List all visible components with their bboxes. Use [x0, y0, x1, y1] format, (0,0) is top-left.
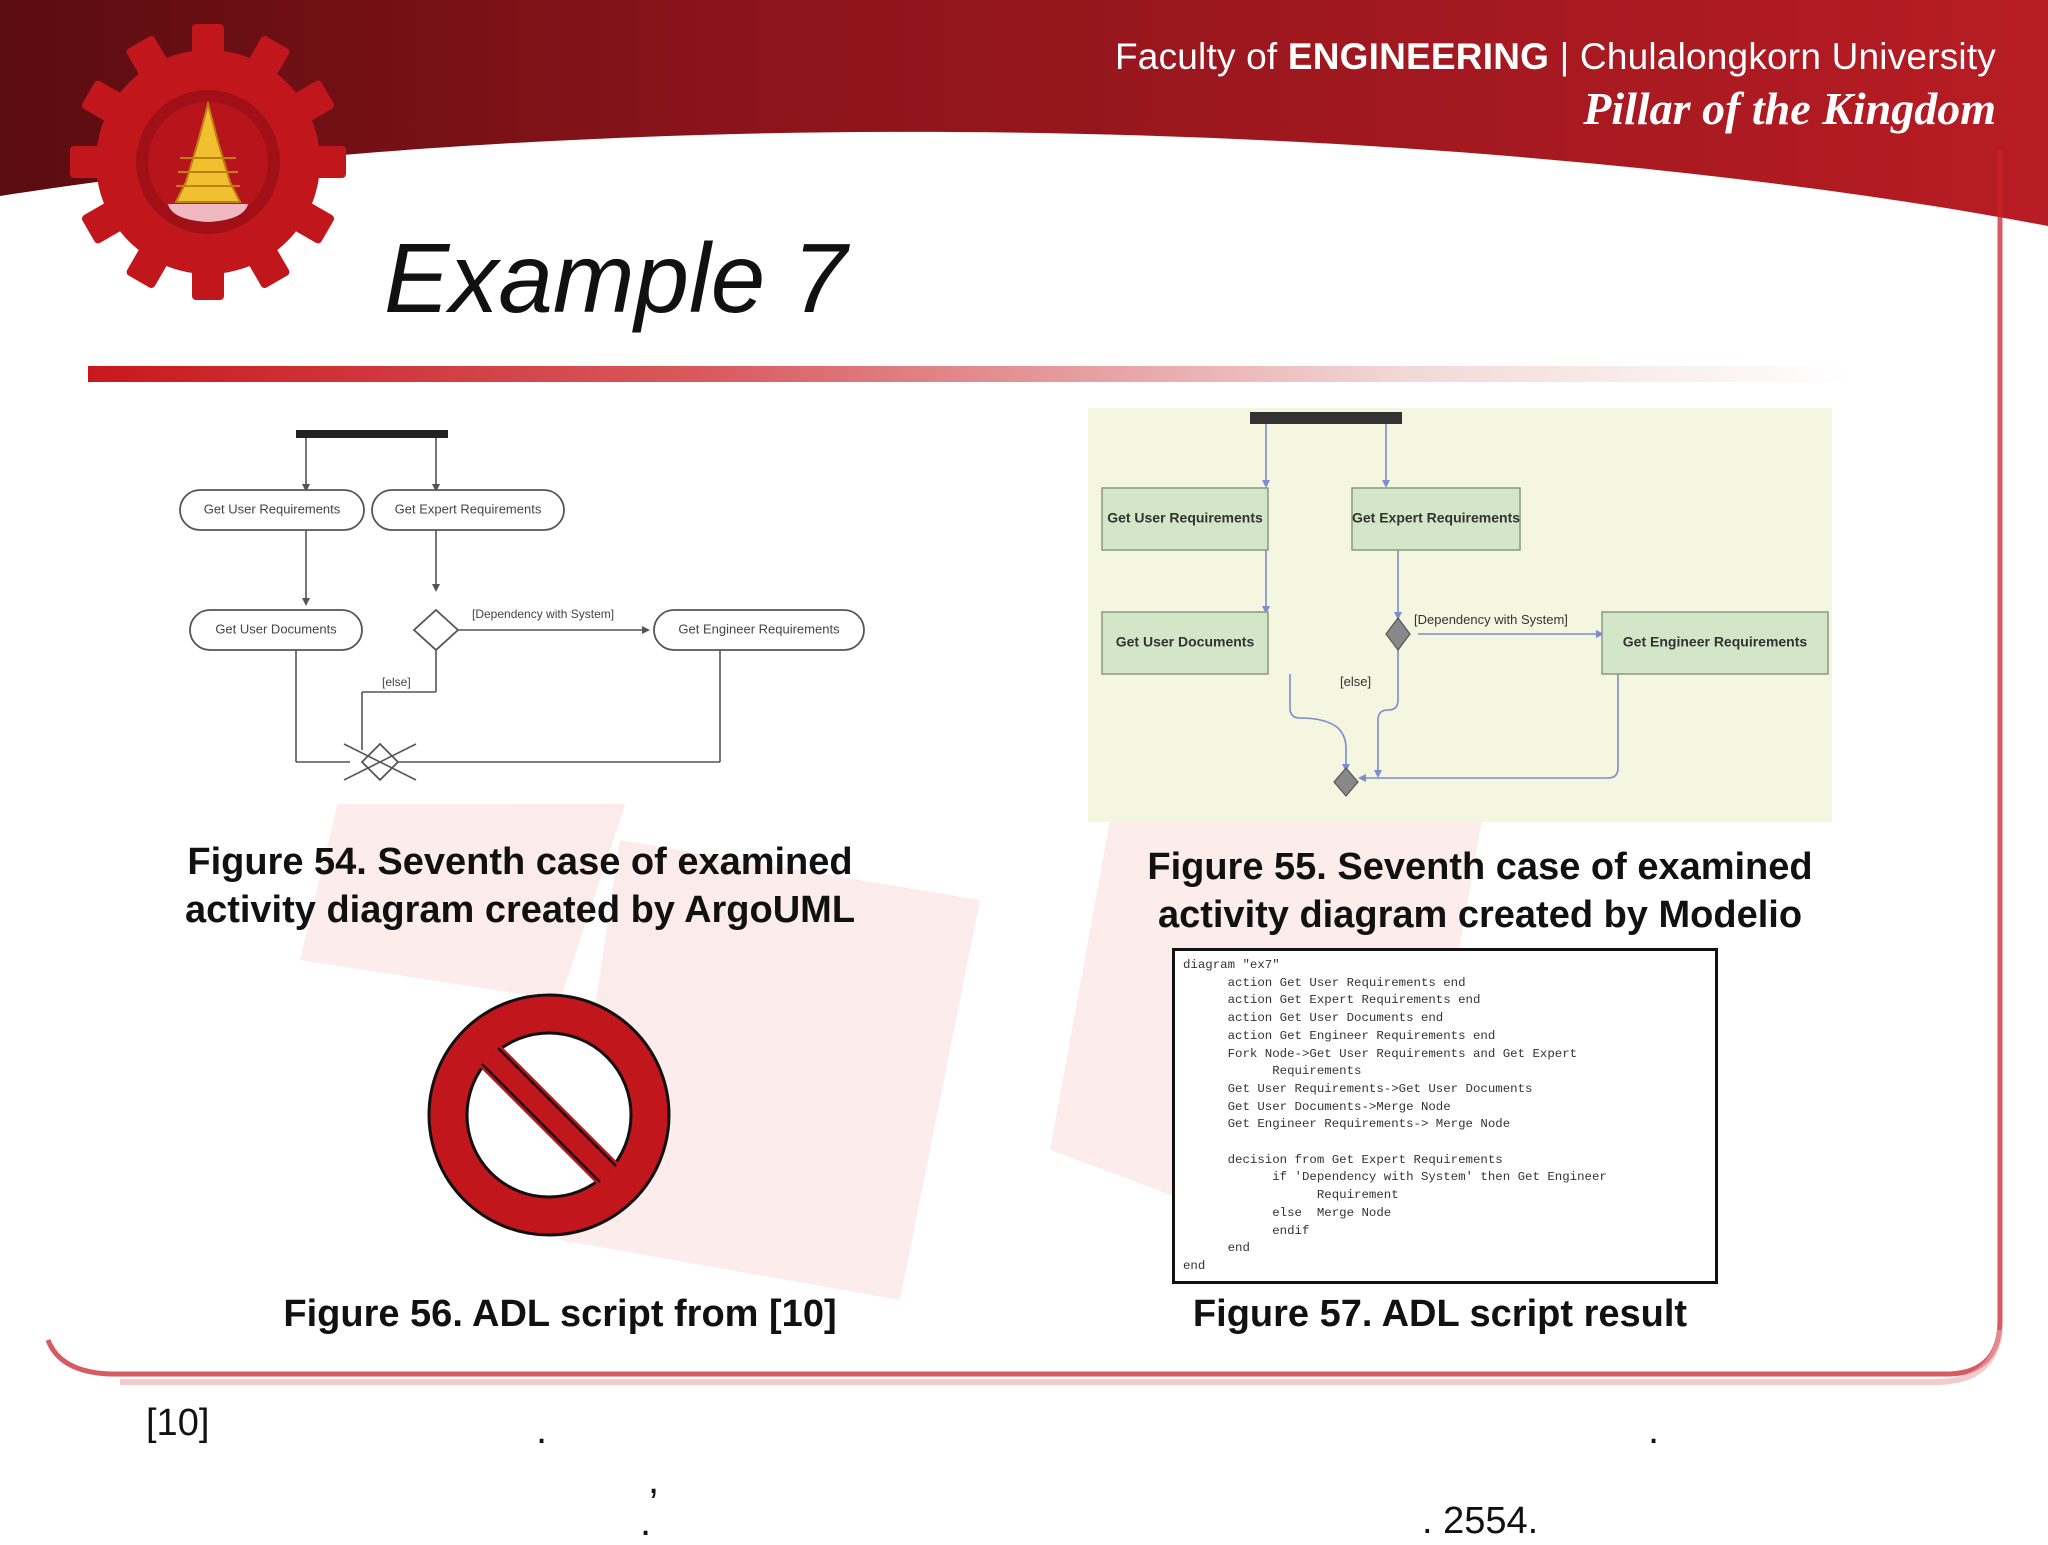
- figure-57-caption: Figure 57. ADL script result: [1192, 1293, 1688, 1335]
- argo-label-user-req: Get User Requirements: [203, 501, 341, 517]
- adl-script-line: decision from Get Expert Requirements: [1183, 1152, 1503, 1167]
- adl-script-line: action Get Expert Requirements end: [1183, 993, 1481, 1008]
- argo-guard-dependency: [Dependency with System]: [472, 607, 615, 621]
- faculty-prefix: Faculty of: [1115, 36, 1288, 77]
- figure-54-line1: Figure 54. Seventh case of examined: [187, 841, 853, 883]
- adl-script-line: action Get User Documents end: [1183, 1011, 1444, 1026]
- adl-script-line: Requirements: [1183, 1064, 1362, 1079]
- adl-script-text: [1175, 951, 1715, 1282]
- modelio-diagram: [1088, 408, 1832, 822]
- reference-year: . 2554.: [1422, 1500, 1539, 1542]
- argo-label-engineer-req: Get Engineer Requirements: [678, 621, 840, 637]
- adl-script-line: endif: [1183, 1223, 1310, 1238]
- adl-script-line: Get User Documents->Merge Node: [1183, 1099, 1451, 1114]
- title-rule: [88, 366, 1848, 382]
- adl-script-line: Get User Requirements->Get User Documents: [1183, 1081, 1533, 1096]
- adl-script-line: action Get Engineer Requirements end: [1183, 1028, 1496, 1043]
- university-logo: [68, 22, 348, 302]
- adl-script-line: diagram "ex7": [1183, 958, 1280, 972]
- argouml-diagram: [140, 404, 880, 804]
- fork-bar: [1250, 412, 1402, 424]
- figure-55-line2: activity diagram created by Modelio: [1157, 894, 1803, 936]
- modelio-label-expert-req: Get Expert Requirements: [1351, 509, 1521, 526]
- figure-55-line1: Figure 55. Seventh case of examined: [1147, 846, 1813, 888]
- fork-bar: [296, 430, 448, 438]
- reference-dot: .: [640, 1500, 652, 1544]
- argo-label-user-docs: Get User Documents: [215, 621, 337, 637]
- modelio-label-user-docs: Get User Documents: [1115, 633, 1255, 650]
- faculty-bold: ENGINEERING: [1287, 36, 1550, 77]
- figure-55-caption: [1080, 843, 1880, 939]
- adl-script-line: end: [1183, 1258, 1206, 1273]
- reference-comma: ,: [648, 1458, 660, 1502]
- modelio-label-user-req: Get User Requirements: [1107, 509, 1263, 526]
- slide-title: Example 7: [384, 223, 848, 333]
- argo-label-expert-req: Get Expert Requirements: [394, 501, 542, 517]
- adl-script-line: else Merge Node: [1183, 1205, 1392, 1220]
- reference-dot: .: [1648, 1408, 1660, 1452]
- reference-dot: .: [536, 1408, 548, 1452]
- adl-script-line: action Get User Requirements end: [1183, 975, 1466, 990]
- reference-label: [10]: [146, 1402, 210, 1444]
- modelio-guard-dependency: [Dependency with System]: [1414, 612, 1568, 627]
- adl-script-line: Get Engineer Requirements-> Merge Node: [1183, 1117, 1511, 1132]
- adl-script-line: end: [1183, 1241, 1250, 1256]
- faculty-suffix: | Chulalongkorn University: [1549, 36, 1996, 77]
- modelio-label-engineer-req: Get Engineer Requirements: [1622, 633, 1808, 650]
- adl-script-line: Requirement: [1183, 1188, 1399, 1203]
- figure-56-caption: Figure 56. ADL script from [10]: [283, 1293, 837, 1335]
- figure-54-line2: activity diagram created by ArgoUML: [184, 889, 856, 931]
- adl-script-line: Fork Node->Get User Requirements and Get Expert: [1183, 1046, 1578, 1061]
- adl-script-line: if 'Dependency with System' then Get Engineer: [1183, 1170, 1607, 1185]
- adl-script-box: [1172, 948, 1718, 1284]
- argo-guard-else: [else]: [382, 675, 411, 689]
- motto: Pillar of the Kingdom: [1583, 83, 1996, 134]
- modelio-guard-else: [else]: [1340, 674, 1372, 689]
- prohibited-icon: [424, 990, 674, 1240]
- figure-54-caption: [120, 838, 920, 934]
